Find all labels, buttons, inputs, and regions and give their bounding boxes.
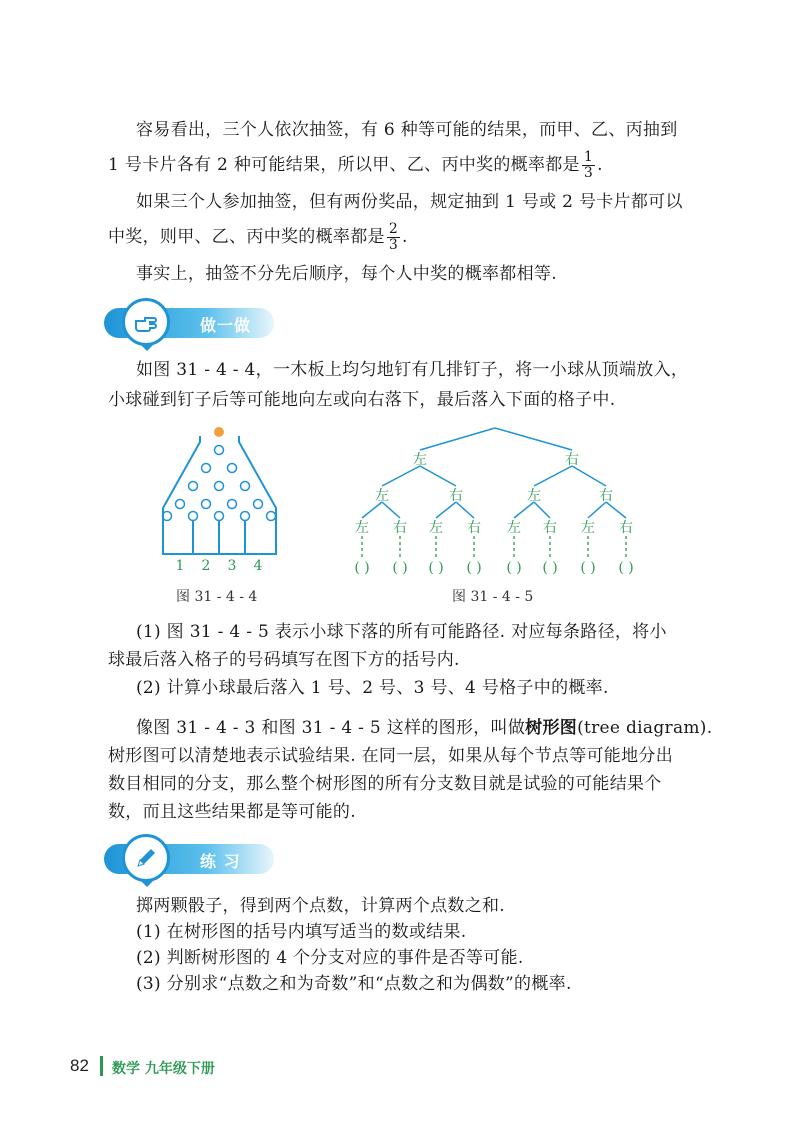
nail (189, 512, 198, 521)
tree-result-blank: ( ) (466, 560, 482, 576)
paragraph-2-line-2: 中奖，则甲、乙、丙中奖的概率都是 $\frac{2}{3}$ . (108, 221, 408, 253)
fraction-denominator: 3 (388, 237, 399, 253)
tree-node-right: 右 (467, 520, 481, 536)
question-1-line-2: 球最后落入格子的号码填写在图下方的括号内. (108, 650, 460, 670)
tree-node-right: 右 (449, 488, 463, 504)
fraction-two-thirds (387, 222, 400, 253)
tree-node-right: 右 (393, 520, 407, 536)
tree-node-left: 左 (375, 488, 389, 504)
paragraph-5-line-3: 数目相同的分支，那么整个树形图的所有分支数目就是试验的可能结果个 (108, 774, 662, 794)
paragraph-4-line-2: 小球碰到钉子后等可能地向左或向右落下，最后落入下面的格子中. (108, 390, 616, 410)
fraction-one-third (582, 150, 595, 181)
term-tree-diagram: 树形图 (525, 718, 578, 738)
paragraph-1-line-2: 1 号卡片各有 2 种可能结果，所以甲、乙、丙中奖的概率都是 $\frac{1}{3}$ . (108, 149, 603, 181)
slot-label: 2 (201, 558, 211, 574)
paragraph-4-line-1: 如图 31 - 4 - 4，一木板上均匀地钉有几排钉子，将一小球从顶端放入， (136, 360, 689, 380)
tree-node-right: 右 (619, 520, 633, 536)
nail (202, 464, 211, 473)
exercise-banner (104, 840, 284, 876)
exercise-banner-label: 练 习 (200, 852, 241, 871)
tree-node-left: 左 (413, 452, 427, 468)
nail (176, 500, 185, 509)
paragraph-2-line-2-text: 中奖，则甲、乙、丙中奖的概率都是 (108, 227, 385, 247)
fraction-denominator: 3 (583, 165, 594, 181)
page-number: 82 (70, 1056, 89, 1075)
tree-result-blank: ( ) (428, 560, 444, 576)
paragraph-5-term-english: (tree diagram). (577, 718, 713, 738)
nail (241, 482, 250, 491)
tree-node-left: 左 (527, 488, 541, 504)
nail (228, 464, 237, 473)
slot-label: 1 (175, 558, 185, 574)
nail (228, 500, 237, 509)
paragraph-5-line-4: 数，而且这些结果都是等可能的. (108, 802, 356, 822)
tree-node-left: 左 (355, 520, 369, 536)
paragraph-5-line-1 (136, 716, 712, 740)
activity-banner-label: 做一做 (200, 316, 252, 335)
exercise-intro: 掷两颗骰子，得到两个点数，计算两个点数之和. (136, 896, 506, 916)
nail (215, 446, 224, 455)
tree-node-right: 右 (599, 488, 613, 504)
tree-result-blank: ( ) (506, 560, 522, 576)
fraction-numerator: 1 (583, 149, 594, 165)
banner-pointer (140, 344, 154, 351)
tree-result-blank: ( ) (618, 560, 634, 576)
nail (202, 500, 211, 509)
tree-node-left: 左 (507, 520, 521, 536)
paragraph-1-line-1: 容易看出，三个人依次抽签，有 6 种等可能的结果，而甲、乙、丙抽到 (136, 120, 678, 140)
tree-figure-caption: 图 31 - 4 - 5 (452, 589, 534, 605)
tree-result-blank: ( ) (354, 560, 370, 576)
nail (215, 512, 224, 521)
paragraph-3: 事实上，抽签不分先后顺序，每个人中奖的概率都相等. (136, 264, 557, 284)
nail (215, 482, 224, 491)
tree-node-left: 左 (581, 520, 595, 536)
paragraph-5-line-2: 树形图可以清楚地表示试验结果. 在同一层，如果从每个节点等可能地分出 (108, 746, 674, 766)
hand-icon (122, 298, 170, 346)
tree-result-blank: ( ) (542, 560, 558, 576)
tree-node-left: 左 (429, 520, 443, 536)
tree-diagram-figure (340, 420, 660, 580)
question-1-line-1: (1) 图 31 - 4 - 5 表示小球下落的所有可能路径. 对应每条路径，将小 (136, 622, 667, 642)
exercise-item-1: (1) 在树形图的括号内填写适当的数或结果. (136, 922, 467, 942)
book-title: 数学 九年级下册 (112, 1061, 215, 1077)
pencil-icon (122, 834, 170, 882)
exercise-item-2: (2) 判断树形图的 4 个分支对应的事件是否等可能. (136, 948, 524, 968)
paragraph-1-line-2-text: 1 号卡片各有 2 种可能结果，所以甲、乙、丙中奖的概率都是 (108, 155, 580, 175)
tree-result-blank: ( ) (580, 560, 596, 576)
activity-banner (104, 304, 284, 340)
exercise-item-3: (3) 分别求“点数之和为奇数”和“点数之和为偶数”的概率. (136, 974, 572, 994)
ball-icon (214, 427, 224, 437)
footer-divider (100, 1056, 103, 1076)
nail (267, 512, 276, 521)
tree-node-right: 右 (543, 520, 557, 536)
tree-node-right: 右 (565, 452, 579, 468)
nail (254, 500, 263, 509)
question-2: (2) 计算小球最后落入 1 号、2 号、3 号、4 号格子中的概率. (136, 678, 609, 698)
nail (189, 482, 198, 491)
nail (241, 512, 250, 521)
paragraph-5-text: 像图 31 - 4 - 3 和图 31 - 4 - 5 这样的图形，叫做 (136, 718, 526, 738)
tree-result-blank: ( ) (392, 560, 408, 576)
slot-label: 4 (253, 558, 263, 574)
banner-pointer (140, 880, 154, 887)
board-figure-caption: 图 31 - 4 - 4 (176, 589, 258, 605)
slot-label: 3 (227, 558, 237, 574)
fraction-numerator: 2 (388, 221, 399, 237)
paragraph-2-line-1: 如果三个人参加抽签，但有两份奖品，规定抽到 1 号或 2 号卡片都可以 (136, 192, 683, 212)
nail-board-figure (150, 420, 290, 580)
